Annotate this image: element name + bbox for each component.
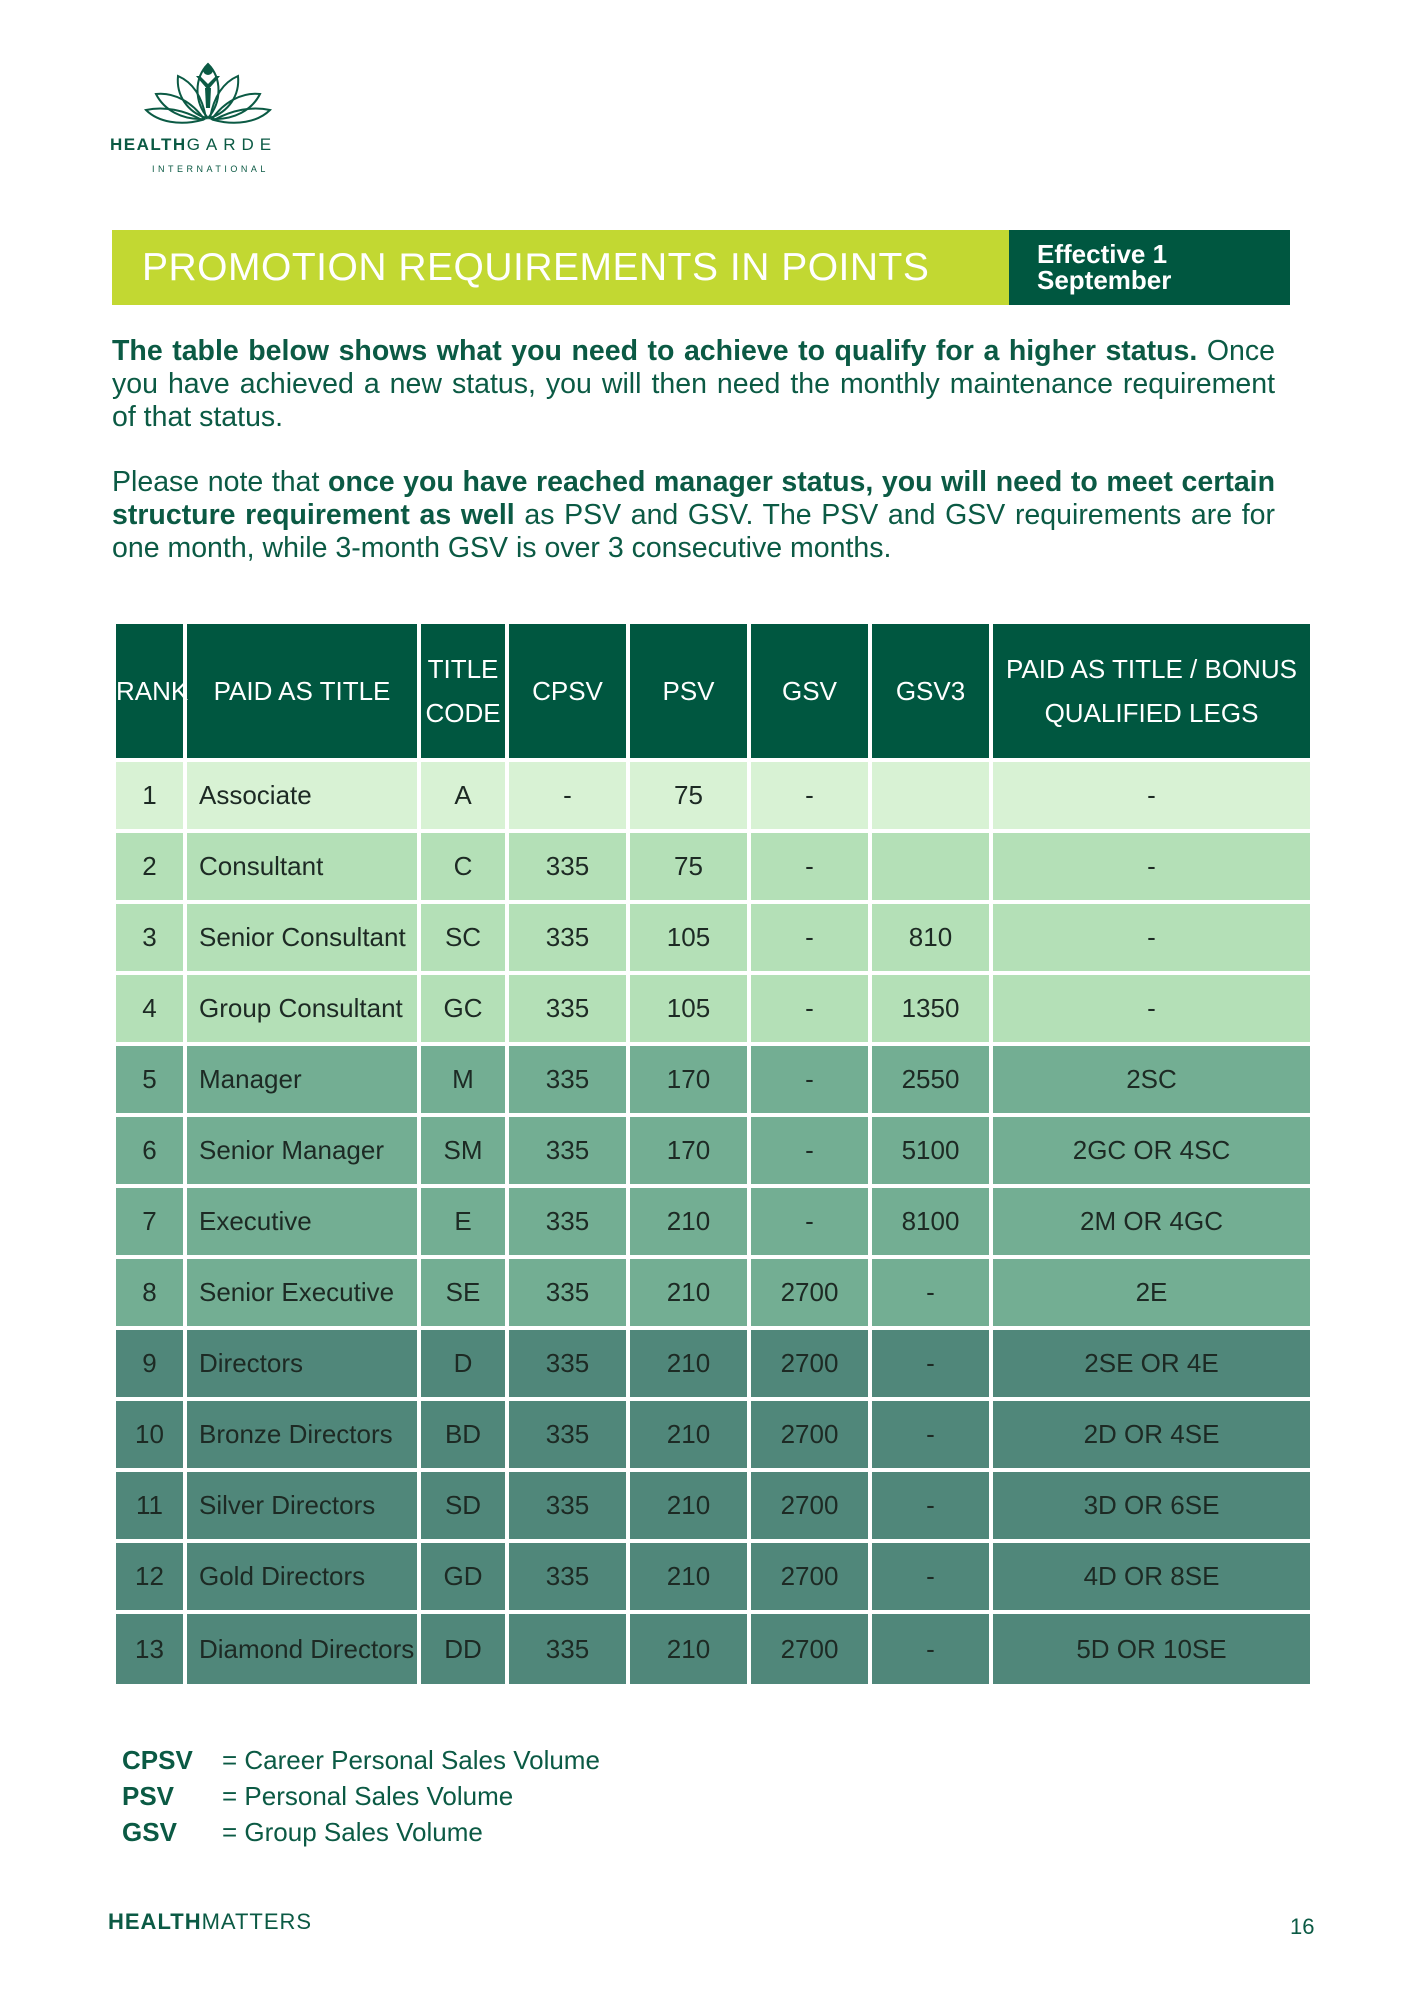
page-number: 16 <box>1290 1914 1315 1939</box>
table-row <box>114 1470 1312 1541</box>
gsv-cell: 2700 <box>749 1612 870 1686</box>
title-cell: Manager <box>185 1044 419 1115</box>
qualified-legs-cell: 2SC <box>991 1044 1312 1115</box>
title-cell: Senior Consultant <box>185 902 419 973</box>
psv-cell: 210 <box>628 1328 749 1399</box>
psv-cell: 75 <box>628 831 749 902</box>
lotus-logo-icon <box>144 56 272 126</box>
table-row <box>114 1541 1312 1612</box>
legend-item: GSV = Group Sales Volume <box>122 1817 483 1847</box>
header-psv: PSV <box>628 622 749 760</box>
table-row <box>114 1257 1312 1328</box>
rank-cell: 3 <box>114 902 185 973</box>
legend-item: PSV = Personal Sales Volume <box>122 1781 514 1811</box>
intro-p2-bold: once you have reached manager status, you will need to meet certain structure requirement as well <box>112 466 1275 531</box>
psv-cell: 105 <box>628 902 749 973</box>
header-qualified-legs: PAID AS TITLE / BONUS QUALIFIED LEGS <box>991 622 1312 760</box>
cpsv-cell: 335 <box>507 1115 628 1186</box>
table-row <box>114 973 1312 1044</box>
psv-cell: 210 <box>628 1399 749 1470</box>
gsv3-cell: - <box>870 1612 991 1686</box>
title-cell: Group Consultant <box>185 973 419 1044</box>
gsv-cell: 2700 <box>749 1541 870 1612</box>
table-row <box>114 760 1312 831</box>
rank-cell: 13 <box>114 1612 185 1686</box>
rank-cell: 5 <box>114 1044 185 1115</box>
intro-p2-start: Please note that <box>112 466 329 498</box>
cpsv-cell: - <box>507 760 628 831</box>
table-header-row <box>114 622 1312 760</box>
cpsv-cell: 335 <box>507 1186 628 1257</box>
gsv3-cell: 5100 <box>870 1115 991 1186</box>
gsv3-cell: - <box>870 1399 991 1470</box>
gsv3-cell: - <box>870 1328 991 1399</box>
rank-cell: 8 <box>114 1257 185 1328</box>
title-cell: Senior Manager <box>185 1115 419 1186</box>
gsv3-cell <box>870 760 991 831</box>
code-cell: A <box>419 760 507 831</box>
gsv3-cell: - <box>870 1541 991 1612</box>
title-cell: Senior Executive <box>185 1257 419 1328</box>
intro-paragraph-2 <box>112 466 1275 565</box>
gsv-cell: - <box>749 902 870 973</box>
psv-cell: 210 <box>628 1612 749 1686</box>
cpsv-cell: 335 <box>507 973 628 1044</box>
code-cell: GD <box>419 1541 507 1612</box>
qualified-legs-cell: 2GC OR 4SC <box>991 1115 1312 1186</box>
intro-p1-bold: The table below shows what you need to achieve to qualify for a higher status. <box>112 335 1198 367</box>
rank-cell: 7 <box>114 1186 185 1257</box>
title-cell: Bronze Directors <box>185 1399 419 1470</box>
logo <box>108 56 308 186</box>
psv-cell: 170 <box>628 1044 749 1115</box>
qualified-legs-cell: - <box>991 760 1312 831</box>
psv-cell: 210 <box>628 1541 749 1612</box>
code-cell: E <box>419 1186 507 1257</box>
cpsv-cell: 335 <box>507 831 628 902</box>
code-cell: SD <box>419 1470 507 1541</box>
qualified-legs-cell: 4D OR 8SE <box>991 1541 1312 1612</box>
intro-p1-rest: Once you have achieved a new status, you will then need the monthly maintenance requirement of that status. <box>112 335 1275 433</box>
section-banner <box>112 230 1290 305</box>
title-cell: Directors <box>185 1328 419 1399</box>
title-cell: Associate <box>185 760 419 831</box>
intro-paragraph-1 <box>112 335 1275 434</box>
code-cell: GC <box>419 973 507 1044</box>
gsv-cell: 2700 <box>749 1328 870 1399</box>
abbreviation-legend <box>122 1742 600 1850</box>
gsv-cell: - <box>749 1115 870 1186</box>
qualified-legs-cell: 2SE OR 4E <box>991 1328 1312 1399</box>
effective-line-2: September <box>1037 265 1172 295</box>
gsv-cell: - <box>749 1186 870 1257</box>
header-cpsv: CPSV <box>507 622 628 760</box>
gsv3-cell: 2550 <box>870 1044 991 1115</box>
code-cell: SC <box>419 902 507 973</box>
effective-date-badge <box>1009 230 1290 305</box>
psv-cell: 210 <box>628 1257 749 1328</box>
qualified-legs-cell: 2M OR 4GC <box>991 1186 1312 1257</box>
table-row <box>114 1612 1312 1686</box>
qualified-legs-cell: - <box>991 831 1312 902</box>
rank-cell: 12 <box>114 1541 185 1612</box>
table-row <box>114 1399 1312 1470</box>
gsv3-cell: - <box>870 1470 991 1541</box>
cpsv-cell: 335 <box>507 1612 628 1686</box>
psv-cell: 75 <box>628 760 749 831</box>
promotion-requirements-table <box>112 620 1314 1688</box>
code-cell: SM <box>419 1115 507 1186</box>
header-rank: RANK <box>114 622 185 760</box>
psv-cell: 170 <box>628 1115 749 1186</box>
rank-cell: 9 <box>114 1328 185 1399</box>
code-cell: C <box>419 831 507 902</box>
qualified-legs-cell: 2E <box>991 1257 1312 1328</box>
title-cell: Gold Directors <box>185 1541 419 1612</box>
banner-title: PROMOTION REQUIREMENTS IN POINTS <box>112 230 1009 305</box>
gsv-cell: 2700 <box>749 1470 870 1541</box>
psv-cell: 105 <box>628 973 749 1044</box>
cpsv-cell: 335 <box>507 1470 628 1541</box>
cpsv-cell: 335 <box>507 1541 628 1612</box>
psv-cell: 210 <box>628 1186 749 1257</box>
gsv-cell: 2700 <box>749 1257 870 1328</box>
gsv3-cell: 1350 <box>870 973 991 1044</box>
qualified-legs-cell: - <box>991 973 1312 1044</box>
table-row <box>114 1328 1312 1399</box>
table-row <box>114 1186 1312 1257</box>
header-title-code: TITLE CODE <box>419 622 507 760</box>
cpsv-cell: 335 <box>507 902 628 973</box>
table-body <box>114 760 1312 1686</box>
rank-cell: 11 <box>114 1470 185 1541</box>
legend-item: CPSV = Career Personal Sales Volume <box>122 1745 600 1775</box>
code-cell: D <box>419 1328 507 1399</box>
intro-p2-rest: as PSV and GSV. The PSV and GSV requirements are for one month, while 3-month GSV is over 3 consecutive months. <box>112 499 1275 564</box>
logo-wordmark: HEALTHGARDE <box>110 135 278 154</box>
gsv-cell: 2700 <box>749 1399 870 1470</box>
table-row <box>114 1115 1312 1186</box>
logo-subtitle: INTERNATIONAL <box>152 164 269 174</box>
table-row <box>114 1044 1312 1115</box>
cpsv-cell: 335 <box>507 1399 628 1470</box>
title-cell: Executive <box>185 1186 419 1257</box>
cpsv-cell: 335 <box>507 1328 628 1399</box>
gsv3-cell: 810 <box>870 902 991 973</box>
rank-cell: 6 <box>114 1115 185 1186</box>
header-gsv: GSV <box>749 622 870 760</box>
effective-line-1: Effective 1 <box>1037 239 1168 269</box>
table-row <box>114 831 1312 902</box>
gsv3-cell <box>870 831 991 902</box>
rank-cell: 1 <box>114 760 185 831</box>
rank-cell: 2 <box>114 831 185 902</box>
rank-cell: 10 <box>114 1399 185 1470</box>
header-gsv3: GSV3 <box>870 622 991 760</box>
header-paid-as-title: PAID AS TITLE <box>185 622 419 760</box>
gsv3-cell: - <box>870 1257 991 1328</box>
qualified-legs-cell: 2D OR 4SE <box>991 1399 1312 1470</box>
code-cell: SE <box>419 1257 507 1328</box>
gsv-cell: - <box>749 760 870 831</box>
gsv-cell: - <box>749 973 870 1044</box>
code-cell: DD <box>419 1612 507 1686</box>
rank-cell: 4 <box>114 973 185 1044</box>
gsv3-cell: 8100 <box>870 1186 991 1257</box>
title-cell: Consultant <box>185 831 419 902</box>
gsv-cell: - <box>749 831 870 902</box>
qualified-legs-cell: 5D OR 10SE <box>991 1612 1312 1686</box>
cpsv-cell: 335 <box>507 1257 628 1328</box>
code-cell: BD <box>419 1399 507 1470</box>
title-cell: Silver Directors <box>185 1470 419 1541</box>
code-cell: M <box>419 1044 507 1115</box>
footer-brand: HEALTHMATTERS <box>108 1909 313 1934</box>
qualified-legs-cell: - <box>991 902 1312 973</box>
title-cell: Diamond Directors <box>185 1612 419 1686</box>
qualified-legs-cell: 3D OR 6SE <box>991 1470 1312 1541</box>
gsv-cell: - <box>749 1044 870 1115</box>
table-row <box>114 902 1312 973</box>
psv-cell: 210 <box>628 1470 749 1541</box>
cpsv-cell: 335 <box>507 1044 628 1115</box>
